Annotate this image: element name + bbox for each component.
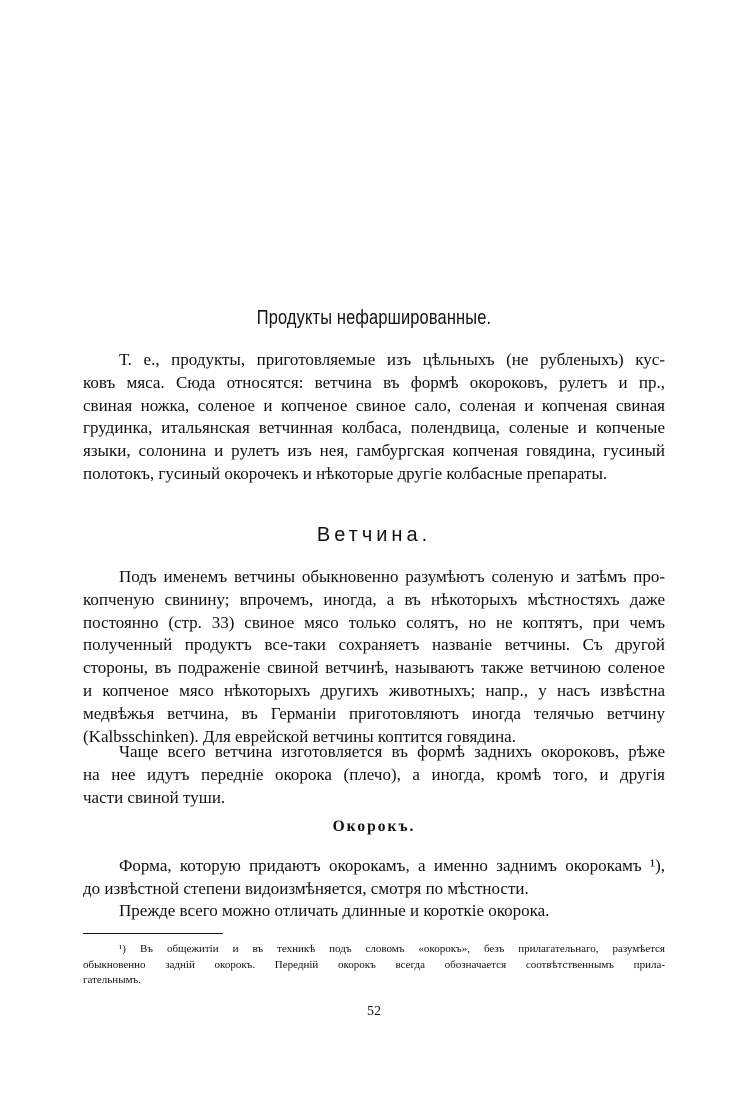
text-line: грудинка, итальянская ветчинная колбаса, полендвица, соленые и копченые bbox=[83, 418, 665, 438]
text-line: и копченое мясо нѣкоторыхъ другихъ животныхъ; напр., у насъ извѣстна bbox=[83, 680, 665, 700]
sub-heading: Окорокъ. bbox=[332, 818, 416, 835]
text-line: полученный продуктъ все-таки сохраняетъ названіе ветчины. Съ другой bbox=[83, 635, 665, 655]
text-line: медвѣжья ветчина, въ Германіи приготовляютъ иногда телячью ветчину bbox=[83, 703, 665, 723]
footnote-line: обыкновенно задній окорокъ. Передній окорокъ всегда обозначается соотвѣтственнымъ прила- bbox=[83, 958, 665, 971]
text-line: (Kalbsschinken). Для еврейской ветчины коптится говядина. bbox=[83, 726, 516, 746]
text-line: на нее идутъ передніе окорока (плечо), а иногда, кромѣ того, и другія bbox=[83, 764, 665, 784]
footnote-line: ¹) Въ общежитіи и въ техникѣ подъ словомъ «окорокъ», безъ прилагательнаго, разумѣется bbox=[119, 943, 665, 955]
footnote-line: гательнымъ. bbox=[83, 974, 141, 986]
footnote bbox=[83, 942, 665, 989]
text-line: части свиной туши. bbox=[83, 787, 226, 807]
intro-paragraph bbox=[83, 349, 665, 486]
text-line: стороны, въ подраженіе свиной ветчинѣ, называютъ также ветчиною соленое bbox=[83, 658, 665, 678]
leg-paragraph bbox=[83, 855, 665, 901]
leg-paragraph-2 bbox=[83, 900, 665, 923]
text-line: ковъ мяса. Сюда относятся: ветчина въ формѣ окороковъ, рулетъ и пр., bbox=[83, 372, 665, 392]
section-heading: Продукты нефаршированные. bbox=[256, 307, 492, 329]
text-line: Подъ именемъ ветчины обыкновенно разумѣютъ соленую и затѣмъ про- bbox=[119, 567, 665, 586]
text-line: Прежде всего можно отличать длинные и короткіе окорока. bbox=[119, 901, 550, 920]
text-line: языки, солонина и рулетъ изъ нея, гамбургская копченая говядина, гусиный bbox=[83, 441, 665, 461]
text-line: Форма, которую придаютъ окорокамъ, а именно заднимъ окорокамъ ¹), bbox=[119, 856, 665, 875]
chapter-heading: Ветчина. bbox=[316, 524, 432, 546]
page-number: 52 bbox=[367, 1004, 381, 1019]
text-line: полотокъ, гусиный окорочекъ и нѣкоторые другіе колбасные препараты. bbox=[83, 463, 608, 483]
text-line: свиная ножка, соленое и копченое свиное сало, соленая и копченая свиная bbox=[83, 395, 665, 415]
text-line: до извѣстной степени видоизмѣняется, смотря по мѣстности. bbox=[83, 878, 529, 898]
text-line: Чаще всего ветчина изготовляется въ формѣ заднихъ окороковъ, рѣже bbox=[119, 742, 665, 761]
ham-paragraph-2 bbox=[83, 741, 665, 809]
text-line: постоянно (стр. 33) свиное мясо только солятъ, но не коптятъ, при чемъ bbox=[83, 612, 665, 632]
text-line: копченую свинину; впрочемъ, иногда, а въ нѣкоторыхъ мѣстностяхъ даже bbox=[83, 589, 665, 609]
footnote-divider bbox=[83, 933, 223, 934]
text-line: Т. е., продукты, приготовляемые изъ цѣльныхъ (не рубленыхъ) кус- bbox=[119, 350, 665, 369]
ham-paragraph bbox=[83, 566, 665, 748]
